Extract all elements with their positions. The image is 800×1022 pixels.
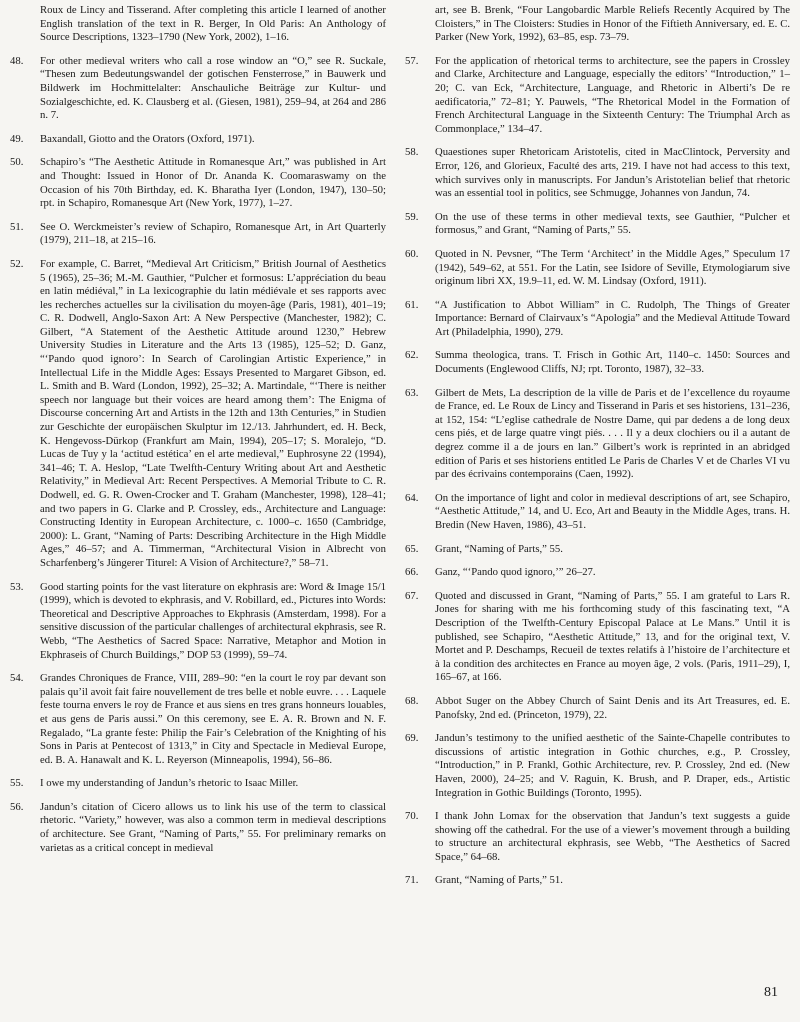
footnote xyxy=(10,581,386,663)
footnote-text: For the application of rhetorical terms to architecture, see the papers in Crossley and Clarke, Architecture and Language, especially the editors’ “Introduction,” 1–20; C. van Eck, “Architecture, Language, and Rhetoric in Alberti’s De re aedificatoria,” 72–81; Y. Pauwels, “The Rhetorical Model in the Formation of French Architectural Language in the Sixteenth Century: The Triumphal Arch as Commonplace,” 134–47. xyxy=(435,54,790,135)
footnote-text: For example, C. Barret, “Medieval Art Criticism,” British Journal of Aesthetics 5 (1965), 25–36; M.-M. Gauthier, “Pulcher et formosus: L’appréciation du beau en latin médiéval,” in La lexicographie du latin médiévale et ses rapports avec les recherches actuelles sur la civilisation du moyen-âge (Paris, 1981), 401–19; C. R. Dodwell, Anglo-Saxon Art: A New Perspective (Manchester, 1982); C. Gilbert, “A Statement of the Aesthetic Attitude around 1230,” Hebrew University Studies in Literature and the Arts 13 (1985), 125–52; D. Ganz, “‘Pando quod ignoro’: In Search of Carolingian Artistic Experience,” in Intellectual Life in the Middle Ages: Essays Presented to Margaret Gibson, ed. L. Smith and B. Ward (London, 1992), 25–32; A. Martindale, “‘There is neither speech nor language but their voices are heard among them’: The Enigma of Discourse concerning Art and Artists in the 12th and 13th Centuries,” in Studien zur Geschichte der europäischen Skulptur im 12./13. Jahrhundert, ed. H. Beck, K. Hengevoss-Dürkop (Frankfurt am Main, 1994), 205–17; S. Moralejo, “D. Lucas de Tuy y la ‘actitud estética’ en el arte medieval,” Euphrosyne 22 (1994), 341–46; T. A. Heslop, “Late Twelfth-Century Writing about Art and Aesthetic Relativity,” in Medieval Art: Recent Perspectives. A Memorial Tribute to C. R. Dodwell, ed. G. R. Owen-Crocker and T. Graham (Manchester, 1998), 128–41; and two papers in G. Clarke and P. Crossley, eds., Architecture and Language: Constructing Identity in European Architecture, c. 1000–c. 1650 (Cambridge, 2000): L. Grant, “Naming of Parts: Describing Architecture in the High Middle Ages,” 46–57; and A. Timmerman, “Architectural Vision in Albrecht von Scharfenberg’s Jüngerer Titurel: A Vision of Architecture?,” 58–71. xyxy=(40,257,386,569)
footnote-text: Quoted in N. Pevsner, “The Term ‘Architect’ in the Middle Ages,” Speculum 17 (1942), 549–62, at 551. For the Latin, see Isidore of Seville, Etymologiarum sive originum libri XX, 19.9–11, ed. W. M. Lindsay (Oxford, 1911). xyxy=(435,247,790,288)
footnote-text: “A Justification to Abbot William” in C. Rudolph, The Things of Greater Importance: Bernard of Clairvaux’s “Apologia” and the Medieval Attitude Toward Art (Philadelphia, 1990), 279. xyxy=(435,298,790,338)
footnote-text: Quoted and discussed in Grant, “Naming of Parts,” 55. I am grateful to Lars R. Jones for sharing with me his forthcoming study of this fascinating text, “A Description of the Twelfth-Century Episcopal Palace at Le Mans.” Until it is published, see Schapiro, “Aesthetic Attitude,” 13, and for the original text, V. Mortet and P. Deschamps, Recueil de textes relatifs à l’histoire de l’architecture et à la condition des architectes en France au moyen âge, 2 vols. (Paris, 1911–29), I, 165–67, at 166. xyxy=(435,589,790,684)
footnote-number: 52. xyxy=(10,257,24,270)
footnote-number: 57. xyxy=(405,54,419,67)
footnote-text: For other medieval writers who call a rose window an “O,” see R. Suckale, “Thesen zum Bedeutungswandel der gotischen Fensterrose,” in Bauwerk und Bildwerk im Hochmittelalter: Anschauliche Beiträge zur Kultur- und Sozialgeschichte, ed. K. Clausberg et al. (Giesen, 1981), 259–94, at 264 and 286 n. 7. xyxy=(40,54,386,122)
footnote xyxy=(10,672,386,767)
footnote xyxy=(405,492,790,533)
footnote-continuation xyxy=(10,4,386,45)
footnote-number: 64. xyxy=(405,491,419,504)
footnote-text: I thank John Lomax for the observation that Jandun’s text suggests a guide showing off the cathedral. For the use of a viewer’s movement through a building to structure an architectural ekphrasis, see Webb, “The Aesthetics of Sacred Space,” 64–68. xyxy=(435,810,790,863)
footnote xyxy=(405,211,790,238)
footnote-number: 65. xyxy=(405,542,419,555)
right-footnote-column xyxy=(405,4,790,898)
footnote-number: 71. xyxy=(405,874,419,887)
footnote-continuation xyxy=(405,4,790,45)
footnote-number: 48. xyxy=(10,54,24,67)
footnote-number: 63. xyxy=(405,386,419,399)
footnote-text: Grant, “Naming of Parts,” 51. xyxy=(435,874,563,887)
footnote-text: See O. Werckmeister’s review of Schapiro, Romanesque Art, in Art Quarterly (1979), 211–18, at 215–16. xyxy=(40,220,386,247)
footnote-text: Jandun’s testimony to the unified aesthetic of the Sainte-Chapelle contributes to discussions of artistic integration in Gothic churches, e.g., P. Crossley, “Introduction,” in P. Frankl, Gothic Architecture, rev. P. Crossley, 2nd ed. (New Haven, 2000), 24–25; and V. Raguin, K. Brush, and P. Draper, eds., Artistic Integration in Gothic Buildings (Toronto, 1995). xyxy=(435,732,790,799)
footnote xyxy=(10,801,386,855)
footnote-number: 49. xyxy=(10,132,24,145)
footnote-number: 59. xyxy=(405,210,419,223)
footnote-number: 70. xyxy=(405,810,419,823)
footnote-number: 67. xyxy=(405,589,419,602)
footnote-number: 55. xyxy=(10,777,24,790)
footnote-text: Roux de Lincy and Tisserand. After completing this article I learned of another English translation of the text in R. Berger, In Old Paris: An Anthology of Source Descriptions, 1323–1790 (New York, 2002), 1–16. xyxy=(40,4,386,44)
footnote xyxy=(405,732,790,800)
footnote xyxy=(405,146,790,200)
footnote xyxy=(405,248,790,289)
footnote-text: art, see B. Brenk, “Four Langobardic Marble Reliefs Recently Acquired by The Cloisters,” in The Cloisters: Studies in Honor of the Fiftieth Anniversary, ed. E. C. Parker (New York, 1992), 63–85, esp. 73–79. xyxy=(435,4,790,44)
footnote xyxy=(10,221,386,248)
footnote xyxy=(10,258,386,571)
footnote xyxy=(405,590,790,685)
left-footnote-column xyxy=(10,4,386,865)
footnote xyxy=(10,156,386,210)
footnote-text: Summa theologica, trans. T. Frisch in Gothic Art, 1140–c. 1450: Sources and Documents (Englewood Cliffs, NJ; rpt. Toronto, 1987), 32–33. xyxy=(435,349,790,376)
footnote xyxy=(10,133,386,147)
footnote-number: 58. xyxy=(405,146,419,159)
footnote xyxy=(405,55,790,137)
footnote-number: 69. xyxy=(405,732,419,745)
footnote-text: Jandun’s citation of Cicero allows us to link his use of the term to classical rhetoric. “Variety,” however, was also a common term in medieval descriptions of architecture. See Grant, “Naming of Parts,” 55. For preliminary remarks on varietas as a critical concept in medieval xyxy=(40,800,386,854)
footnote-number: 53. xyxy=(10,580,24,593)
footnote xyxy=(405,695,790,722)
footnote-number: 66. xyxy=(405,566,419,579)
footnote-number: 50. xyxy=(10,156,24,169)
footnote-text: Good starting points for the vast literature on ekphrasis are: Word & Image 15/1 (1999), which is devoted to ekphrasis, and V. Robillard, ed., Pictures into Words: Theoretical and Descriptive Approaches to Ekphrasis (Amsterdam, 1998). For a sensitive discussion of the particular challenges of architectural ekphrasis, see R. Webb, “The Aesthetics of Sacred Space: Narrative, Metaphor and Motion in Ekphraseis of Church Buildings,” DOP 53 (1999), 59–74. xyxy=(40,580,386,661)
footnote-number: 61. xyxy=(405,298,419,311)
footnote-text: Grant, “Naming of Parts,” 55. xyxy=(435,542,563,555)
footnote-text: Baxandall, Giotto and the Orators (Oxford, 1971). xyxy=(40,132,255,145)
footnote xyxy=(405,349,790,376)
page-number: 81 xyxy=(764,985,778,1000)
footnote xyxy=(405,810,790,864)
footnote-number: 56. xyxy=(10,800,24,813)
footnote-number: 62. xyxy=(405,349,419,362)
footnote-text: On the use of these terms in other medieval texts, see Gauthier, “Pulcher et formosus,” and Grant, “Naming of Parts,” 55. xyxy=(435,210,790,237)
footnote-number: 54. xyxy=(10,672,24,685)
footnote-number: 60. xyxy=(405,247,419,260)
footnote xyxy=(405,566,790,580)
footnote xyxy=(405,387,790,482)
footnote xyxy=(405,874,790,888)
footnote-text: Schapiro’s “The Aesthetic Attitude in Romanesque Art,” was published in Art and Thought: Issued in Honor of Dr. Ananda K. Coomaraswamy on the Occasion of his 70th Birthday, ed. K. Bharatha Iyer (London, 1947), 130–50; rpt. in Schapiro, Romanesque Art (New York, 1977), 1–27. xyxy=(40,156,386,210)
footnote-text: I owe my understanding of Jandun’s rhetoric to Isaac Miller. xyxy=(40,777,299,790)
footnote-text: Grandes Chroniques de France, VIII, 289–90: “en la court le roy par devant son palais qu’il avoit fait faire nouvellement de tres belle et noble euvre. . . . Laquele feste tourna envers le roy de France et aus siens en tres grans honneurs louables, et aus gens de Paris aussi.” On this ceremony, see E. A. R. Brown and N. F. Regalado, “La grante feste: Philip the Fair’s Celebration of the Knighting of his Sons in Paris at Pentecost of 1313,” in City and Spectacle in Medieval Europe, ed. B. A. Hanawalt and K. L. Reyerson (Minneapolis, 1994), 56–86. xyxy=(40,672,386,766)
footnote-number: 68. xyxy=(405,694,419,707)
footnote-text: Abbot Suger on the Abbey Church of Saint Denis and its Art Treasures, ed. E. Panofsky, 2nd ed. (Princeton, 1979), 22. xyxy=(435,694,790,721)
footnote xyxy=(405,543,790,557)
footnote-text: Quaestiones super Rhetoricam Aristotelis, cited in MacClintock, Perversity and Error, 126, and Glorieux, Faculté des arts, 219. I have not had access to this text, which survives only in manuscripts. For Jandun’s Aristotelian belief that rhetoric was an essential tool in politics, see Schmugge, Johannes von Jandun, 74. xyxy=(435,146,790,200)
footnote-text: Gilbert de Mets, La description de la ville de Paris et de l’excellence du royaume de France, ed. Le Roux de Lincy and Tisserand in Paris et ses historiens, 131–236, at 152, 154: “L’eglise cathedrale de Nostre Dame, qui par dedens a de long deux cens piés, et de large quatre vingt piés. . . . Il y a deux clochiers ou il a autant de degrez comme il a de jours en lan.” Gilbert’s work is reprinted in an abridged edition of Paris et ses historiens entitled Le Paris de Charles V et de Charles VI vu par des écrivains contemporains (Caen, 1992). xyxy=(435,386,790,481)
footnote xyxy=(10,777,386,791)
footnote-text: Ganz, “‘Pando quod ignoro,’” 26–27. xyxy=(435,566,596,579)
footnote-number: 51. xyxy=(10,220,24,233)
footnote xyxy=(10,55,386,123)
footnote xyxy=(405,299,790,340)
footnote-text: On the importance of light and color in medieval descriptions of art, see Schapiro, “Aesthetic Attitude,” 14, and U. Eco, Art and Beauty in the Middle Ages, trans. H. Bredin (New Haven, 1986), 43–51. xyxy=(435,491,790,531)
